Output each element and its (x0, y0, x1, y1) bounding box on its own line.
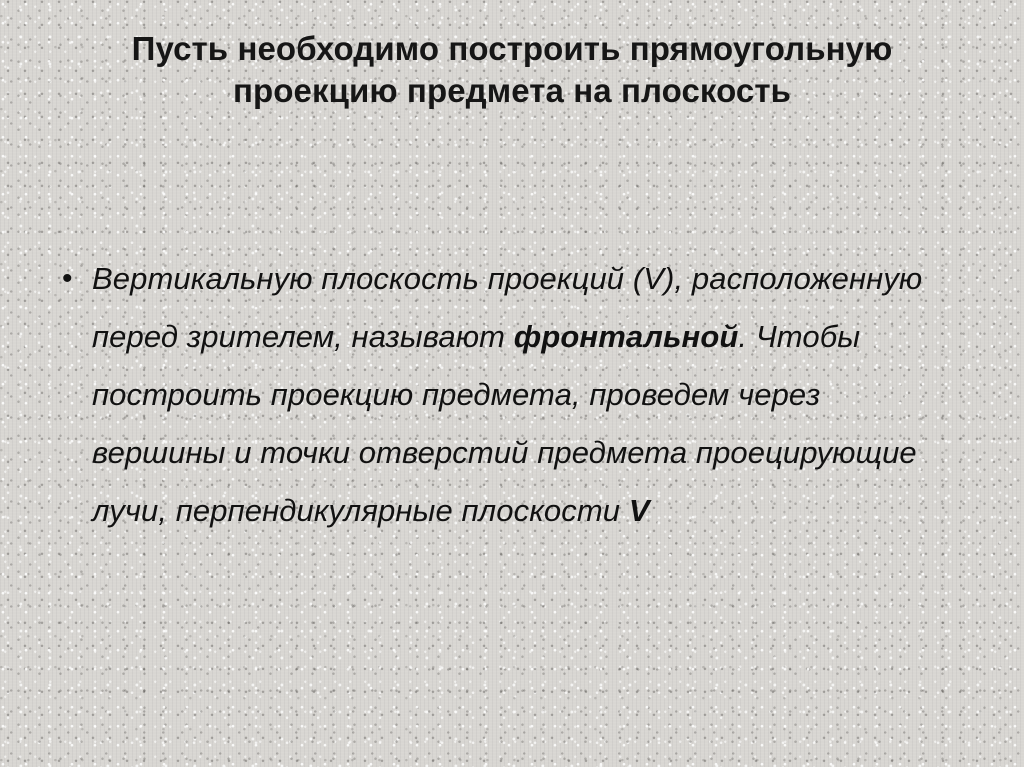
bullet-segment-1: Вертикальную плоскость проекций (V), расположенную перед зрителем, называют (92, 261, 923, 354)
bullet-marker-icon: • (62, 262, 73, 295)
body-content (62, 250, 962, 540)
bullet-text (92, 250, 962, 540)
bullet-segment-3: . Чтобы построить проекцию предмета, проведем через вершины и точки отверстий предмета проецирующие лучи, перпендикулярные плоскости (92, 319, 917, 528)
page-title: Пусть необходимо построить прямоугольную проекцию предмета на плоскость (131, 30, 893, 109)
list-item (62, 250, 962, 540)
bullet-segment-2-emphasis: фронтальной (513, 319, 739, 354)
bullet-segment-4-emphasis: V (628, 493, 650, 528)
